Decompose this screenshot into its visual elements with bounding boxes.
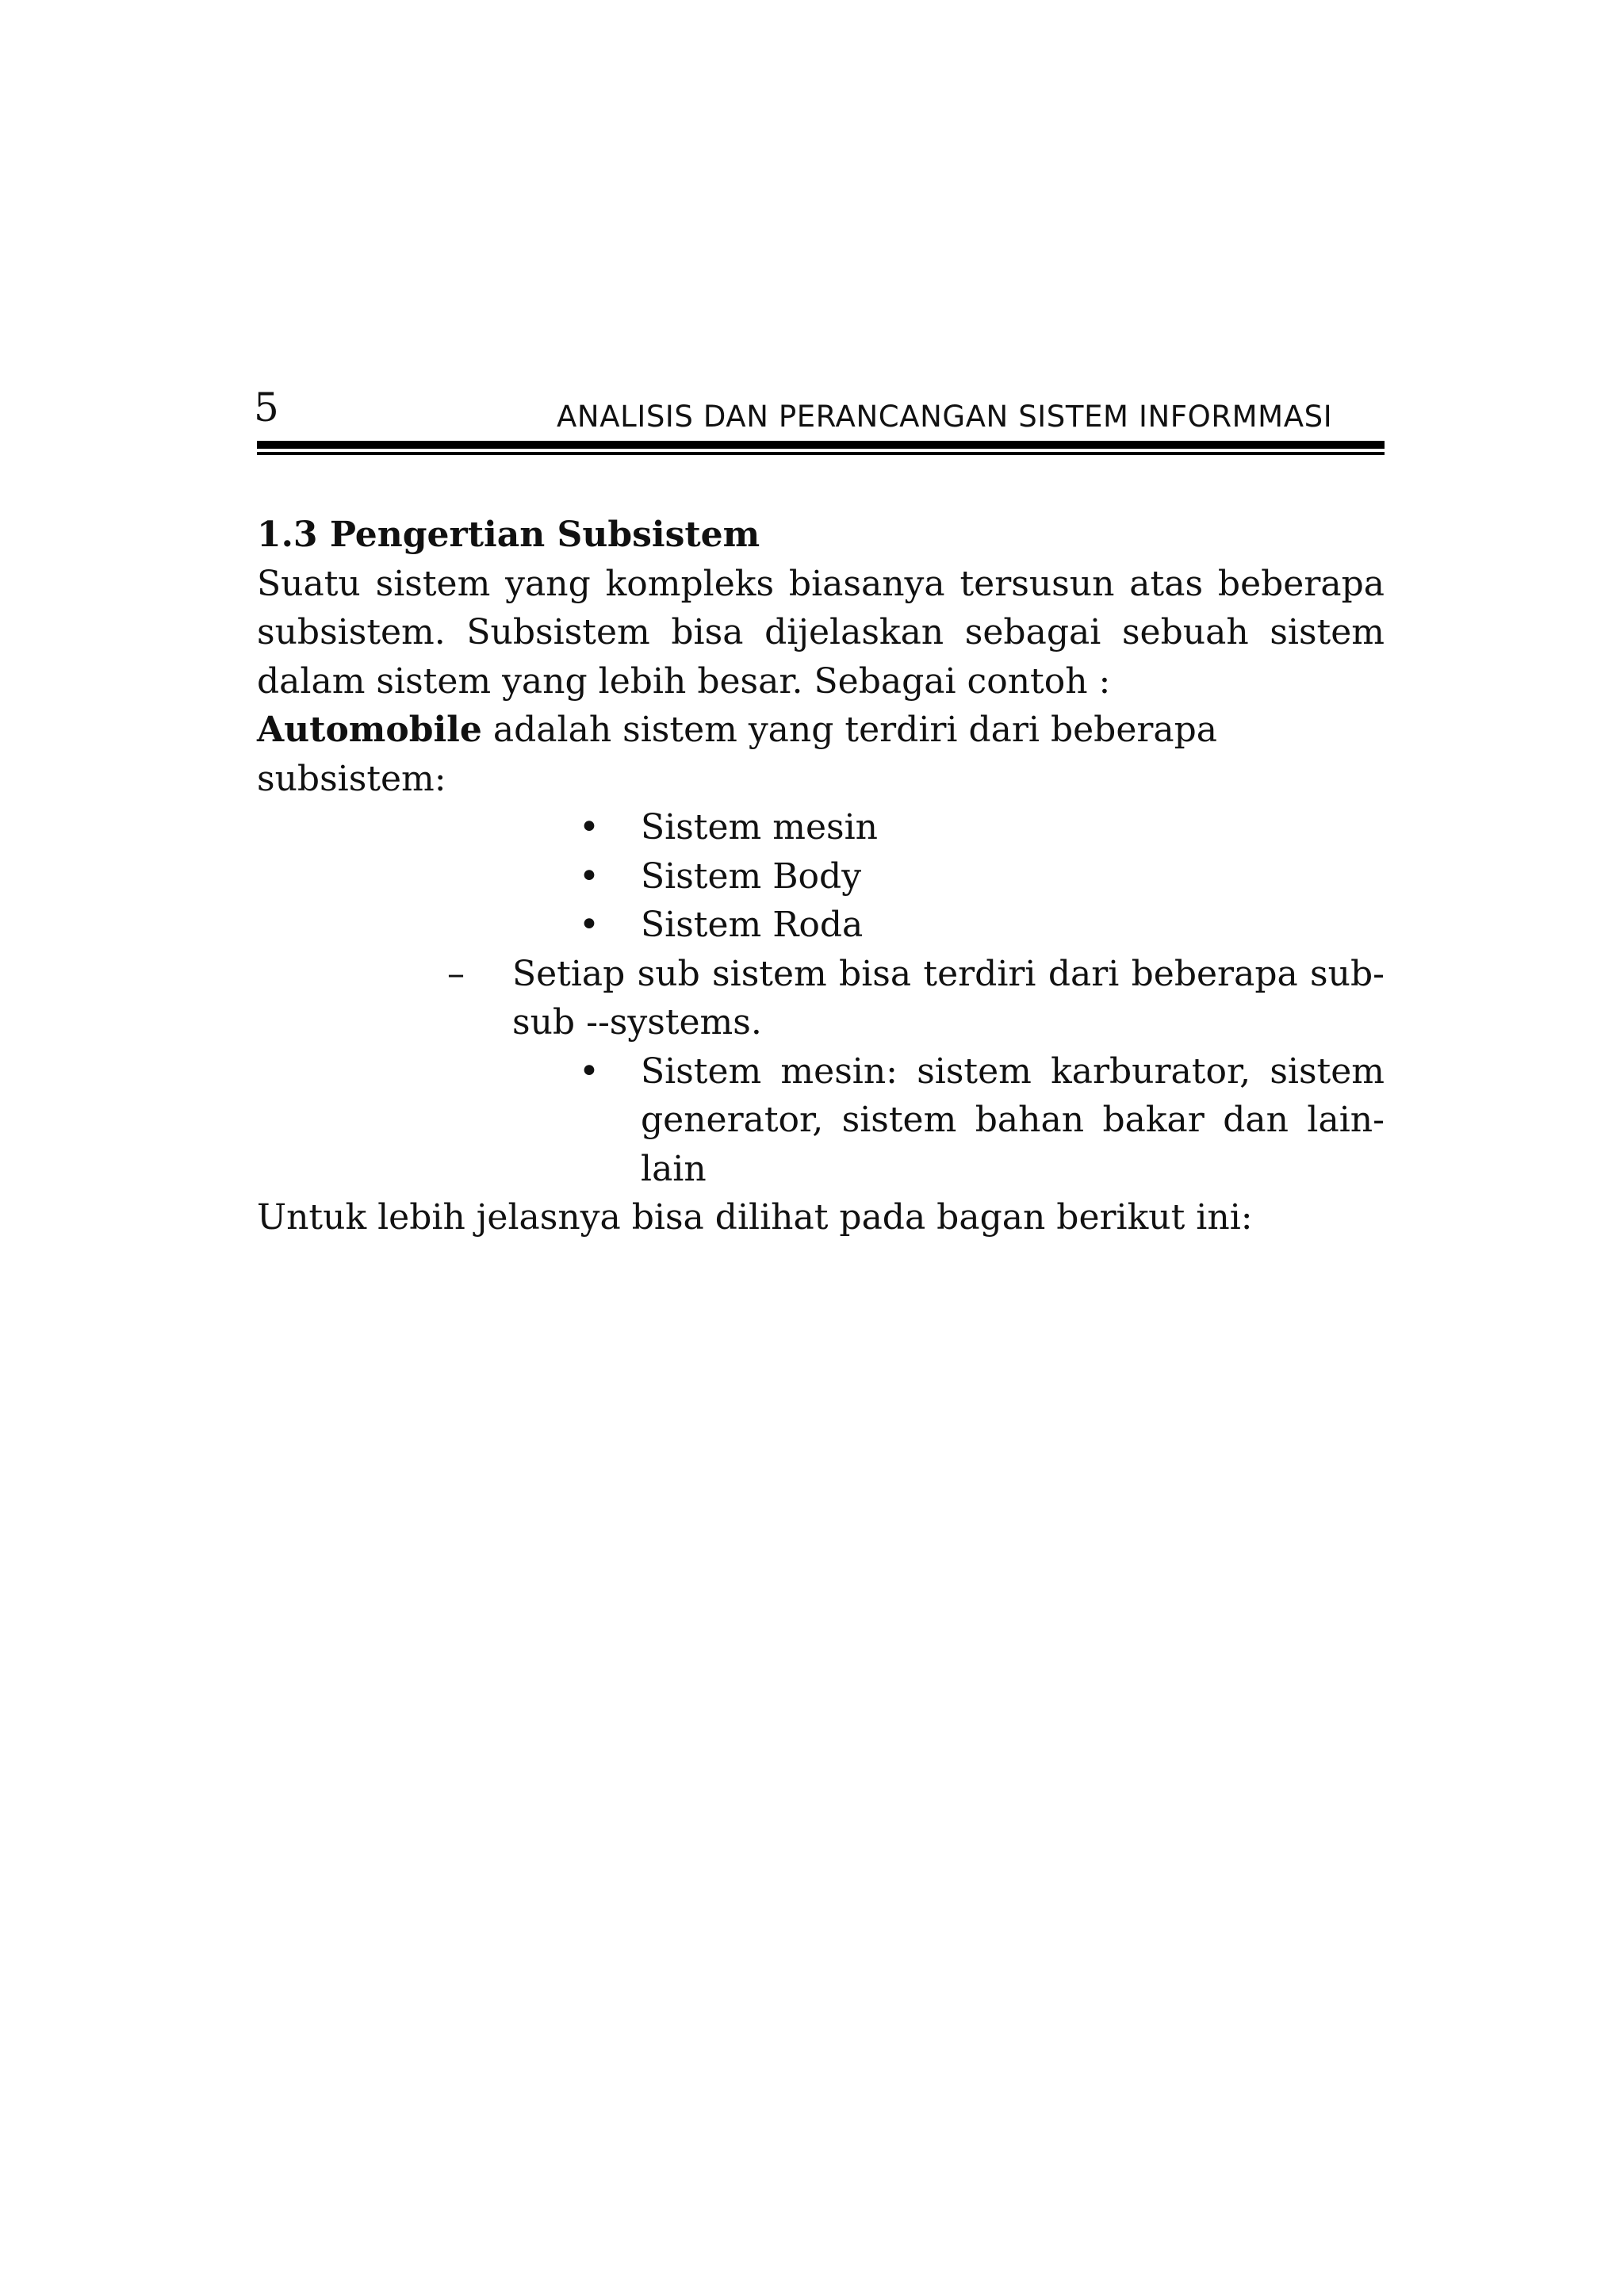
list-item [257, 803, 1385, 852]
list-item [257, 852, 1385, 901]
section-title: 1.3 Pengertian Subsistem [257, 515, 760, 555]
bullet-marker: • [579, 905, 599, 945]
intro-paragraph [257, 560, 1385, 706]
intro-line: dalam sistem yang lebih besar. Sebagai contoh : [257, 660, 1111, 702]
bullet-marker: • [579, 1050, 599, 1092]
sub-example-line: lain [641, 1148, 707, 1189]
example-term: Automobile [257, 710, 482, 750]
list-item-text: Sistem Body [641, 855, 862, 897]
page-number: 5 [254, 385, 279, 430]
dash-note [257, 950, 1385, 1047]
list-item-text: Sistem Roda [641, 905, 864, 945]
bullet-marker: • [579, 807, 599, 848]
sub-example-item [257, 1047, 1385, 1194]
page-body [257, 511, 1385, 1242]
dash-note-line: Setiap sub sistem bisa terdiri dari beberapa sub- [512, 953, 1385, 994]
example-paragraph [257, 706, 1385, 803]
sub-example-line: generator, sistem bahan bakar dan lain- [641, 1100, 1385, 1140]
header-rule-thick [257, 441, 1385, 449]
sub-example-line: Sistem mesin: sistem karburator, sistem [641, 1050, 1385, 1092]
running-header-title: ANALISIS DAN PERANCANGAN SISTEM INFORMMASI [557, 400, 1333, 434]
intro-line: Suatu sistem yang kompleks biasanya tersusun atas beberapa [257, 563, 1385, 604]
dash-marker: – [447, 953, 465, 994]
list-item-text: Sistem mesin [641, 807, 878, 848]
header-rule-thin [257, 452, 1385, 455]
dash-note-line: sub --systems. [512, 1002, 762, 1043]
list-item [257, 901, 1385, 950]
example-text: adalah sistem yang terdiri dari beberapa subsistem: [257, 710, 1218, 799]
closing-paragraph: Untuk lebih jelasnya bisa dilihat pada bagan berikut ini: [257, 1197, 1253, 1238]
bullet-marker: • [579, 855, 599, 897]
intro-line: subsistem. Subsistem bisa dijelaskan sebagai sebuah sistem [257, 612, 1385, 652]
subsystem-list [257, 803, 1385, 950]
